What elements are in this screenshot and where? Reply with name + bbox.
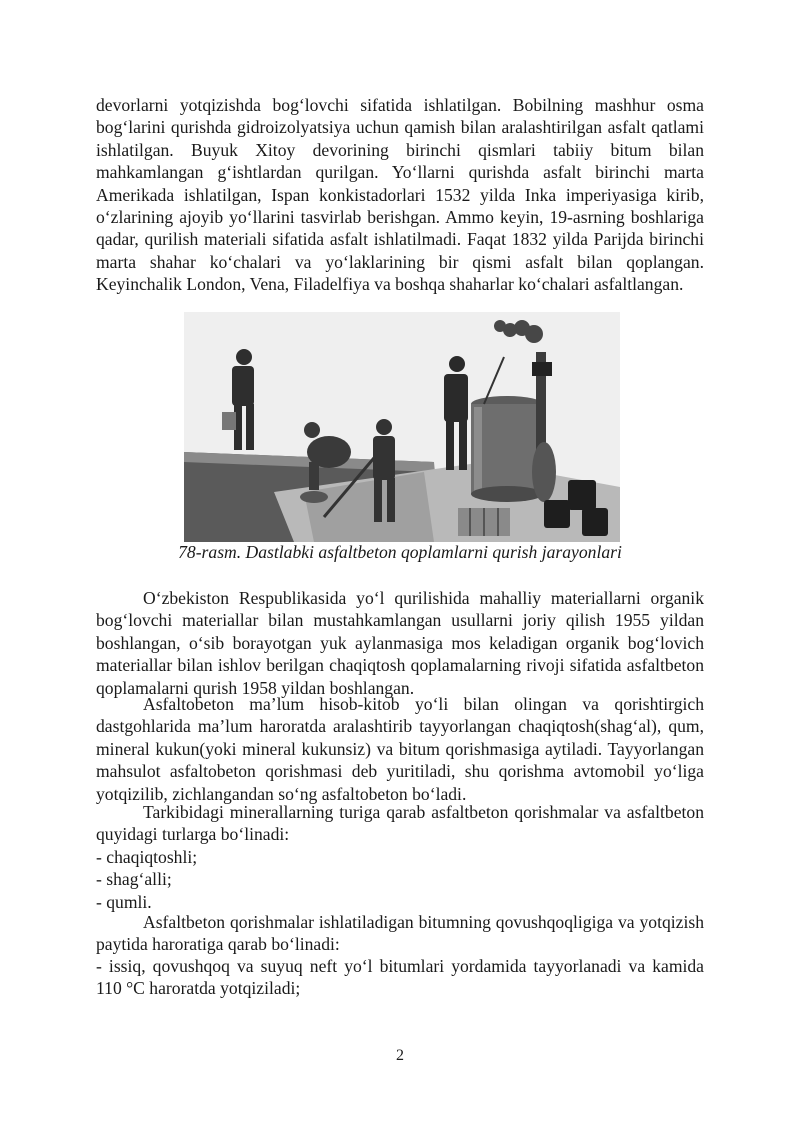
figure-caption: 78-rasm. Dastlabki asfaltbeton qoplamlarni qurish jarayonlari xyxy=(178,542,622,562)
list-item: - chaqiqtoshli; xyxy=(96,847,198,867)
paragraph-definition: Asfaltobeton ma’lum hisob-kitob yo‘li bilan olingan va qorishtirgich dastgohlarida ma’lum haroratda aralashtirib tayyorlangan chaqiqtosh(shag‘al), qum, mineral kukun(yoki mineral kukunsiz) va bitum qorishmasiga aytiladi. Tayyorlangan mahsulot asfaltobeton qorishmasi deb yuritiladi, shu qorishma avtomobil yo‘liga yotqizilib, zichlangandan so‘ng asfaltobeton bo‘ladi. xyxy=(96,694,704,804)
engraving-illustration-icon xyxy=(184,312,620,542)
paragraph-intro: devorlarni yotqizishda bog‘lovchi sifatida ishlatilgan. Bobilning mashhur osma bog‘larini qurishda gidroizolyatsiya uchun qamish bilan aralashtirilgan asfalt qatlami ishlatilgan. Buyuk Xitoy devorining birinchi qismlari tabiiy bitum bilan mahkamlangan g‘ishtlardan qurilgan. Yo‘llarni qurishda asfalt birinchi marta Amerikada ishlatilgan, Ispan konkistadorlari 1532 yilda Inka imperiyasiga kirib, o‘zlarining ajoyib yo‘llarini tasvirlab berishgan. Ammo keyin, 19-asrning boshlariga qadar, qurilish materiali sifatida asfalt ishlatilmadi. Faqat 1832 yilda Parijda birinchi marta shahar ko‘chalari va yo‘laklarining bir qismi asfalt bilan qoplangan. Keyinchalik London, Vena, Filadelfiya va boshqa shaharlar ko‘chalari asfaltlangan. xyxy=(96,95,704,295)
asphalt-workers-illustration xyxy=(184,312,620,542)
page-number: 2 xyxy=(396,1047,404,1064)
paragraph-uzbekistan: O‘zbekiston Respublikasida yo‘l qurilishida mahalliy materiallarni organik bog‘lovchi materiallar bilan mustahkamlangan usullarni joriy qilish 1955 yildan boshlangan, o‘sib borayotgan yuk aylanmasiga mos keladigan organik bog‘lovich materiallar bilan ishlov berilgan chaqiqtosh qoplamalarning rivoji sifatida asfaltbeton qoplamalarni qurish 1958 yildan boshlangan. xyxy=(96,588,704,698)
list-item: - qumli. xyxy=(96,891,152,912)
types-list xyxy=(96,846,704,913)
paragraph-viscosity-intro: Asfaltbeton qorishmalar ishlatiladigan bitumning qovushqoqligiga va yotqizish paytida haroratiga qarab bo‘linadi: xyxy=(96,912,704,955)
paragraph-types-intro: Tarkibidagi minerallarning turiga qarab asfaltbeton qorishmalar va asfaltbeton quyidagi turlarga bo‘linadi: xyxy=(96,802,704,845)
list-item: - shag‘alli; xyxy=(96,869,172,890)
paragraph-hot-item: - issiq, qovushqoq va suyuq neft yo‘l bitumlari yordamida tayyorlanadi va kamida 110 °C haroratda yotqiziladi; xyxy=(96,956,704,999)
